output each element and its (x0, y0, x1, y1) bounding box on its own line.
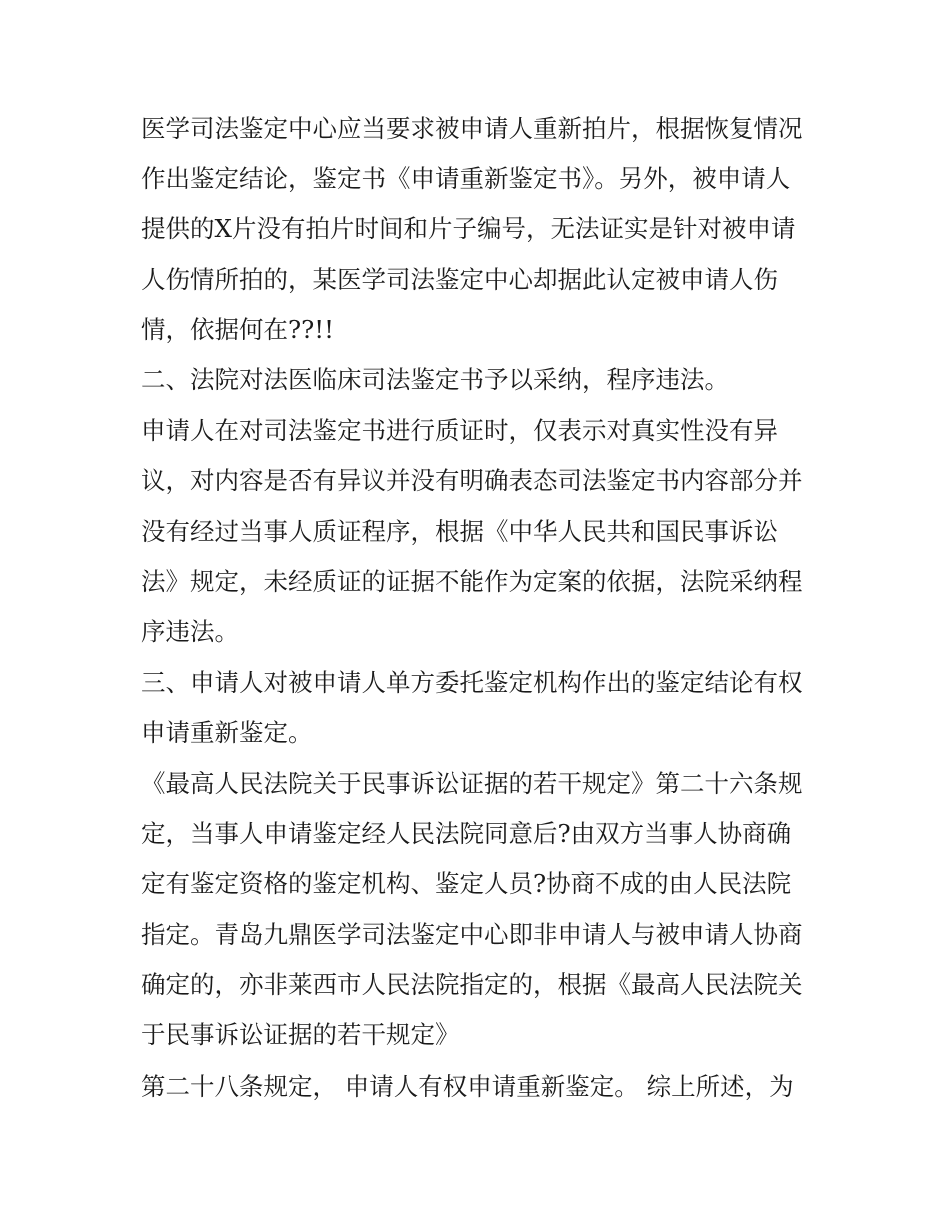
body-text-line: 法》规定，未经质证的证据不能作为定案的依据，法院采纳程 (141, 567, 803, 596)
body-text-line: 确定的，亦非莱西市人民法院指定的，根据《最高人民法院关 (141, 970, 803, 999)
body-text-line: 指定。青岛九鼎医学司法鉴定中心即非申请人与被申请人协商 (141, 920, 803, 949)
body-text-line: 《最高人民法院关于民事诉讼证据的若干规定》第二十六条规 (141, 769, 803, 798)
body-text-line: 申请重新鉴定。 (141, 718, 313, 747)
body-text-line: 申请人在对司法鉴定书进行质证时，仅表示对真实性没有异 (141, 416, 778, 445)
body-text-line: 议，对内容是否有异议并没有明确表态司法鉴定书内容部分并 (141, 466, 803, 495)
body-text-line: 提供的X片没有拍片时间和片子编号，无法证实是针对被申请 (141, 214, 796, 243)
body-text-line: 定，当事人申请鉴定经人民法院同意后?由双方当事人协商确 (141, 819, 792, 848)
body-text-line: 没有经过当事人质证程序，根据《中华人民共和国民事诉讼 (141, 517, 778, 546)
section-heading-3: 三、申请人对被申请人单方委托鉴定机构作出的鉴定结论有权 (141, 668, 803, 697)
body-text-line: 作出鉴定结论，鉴定书《申请重新鉴定书》。另外，被申请人 (141, 164, 791, 193)
body-text-line: 于民事诉讼证据的若干规定》 (141, 1020, 460, 1049)
body-text-line: 医学司法鉴定中心应当要求被申请人重新拍片，根据恢复情况 (141, 114, 803, 143)
body-text-line: 定有鉴定资格的鉴定机构、鉴定人员?协商不成的由人民法院 (141, 869, 792, 898)
body-text-line: 情，依据何在??!! (141, 315, 334, 344)
body-text-line: 人伤情所拍的，某医学司法鉴定中心却据此认定被申请人伤 (141, 265, 778, 294)
body-text-line: 第二十八条规定， 申请人有权申请重新鉴定。 综上所述，为 (141, 1072, 794, 1101)
body-text-line: 序违法。 (141, 617, 239, 646)
section-heading-2: 二、法院对法医临床司法鉴定书予以采纳，程序违法。 (141, 365, 729, 394)
